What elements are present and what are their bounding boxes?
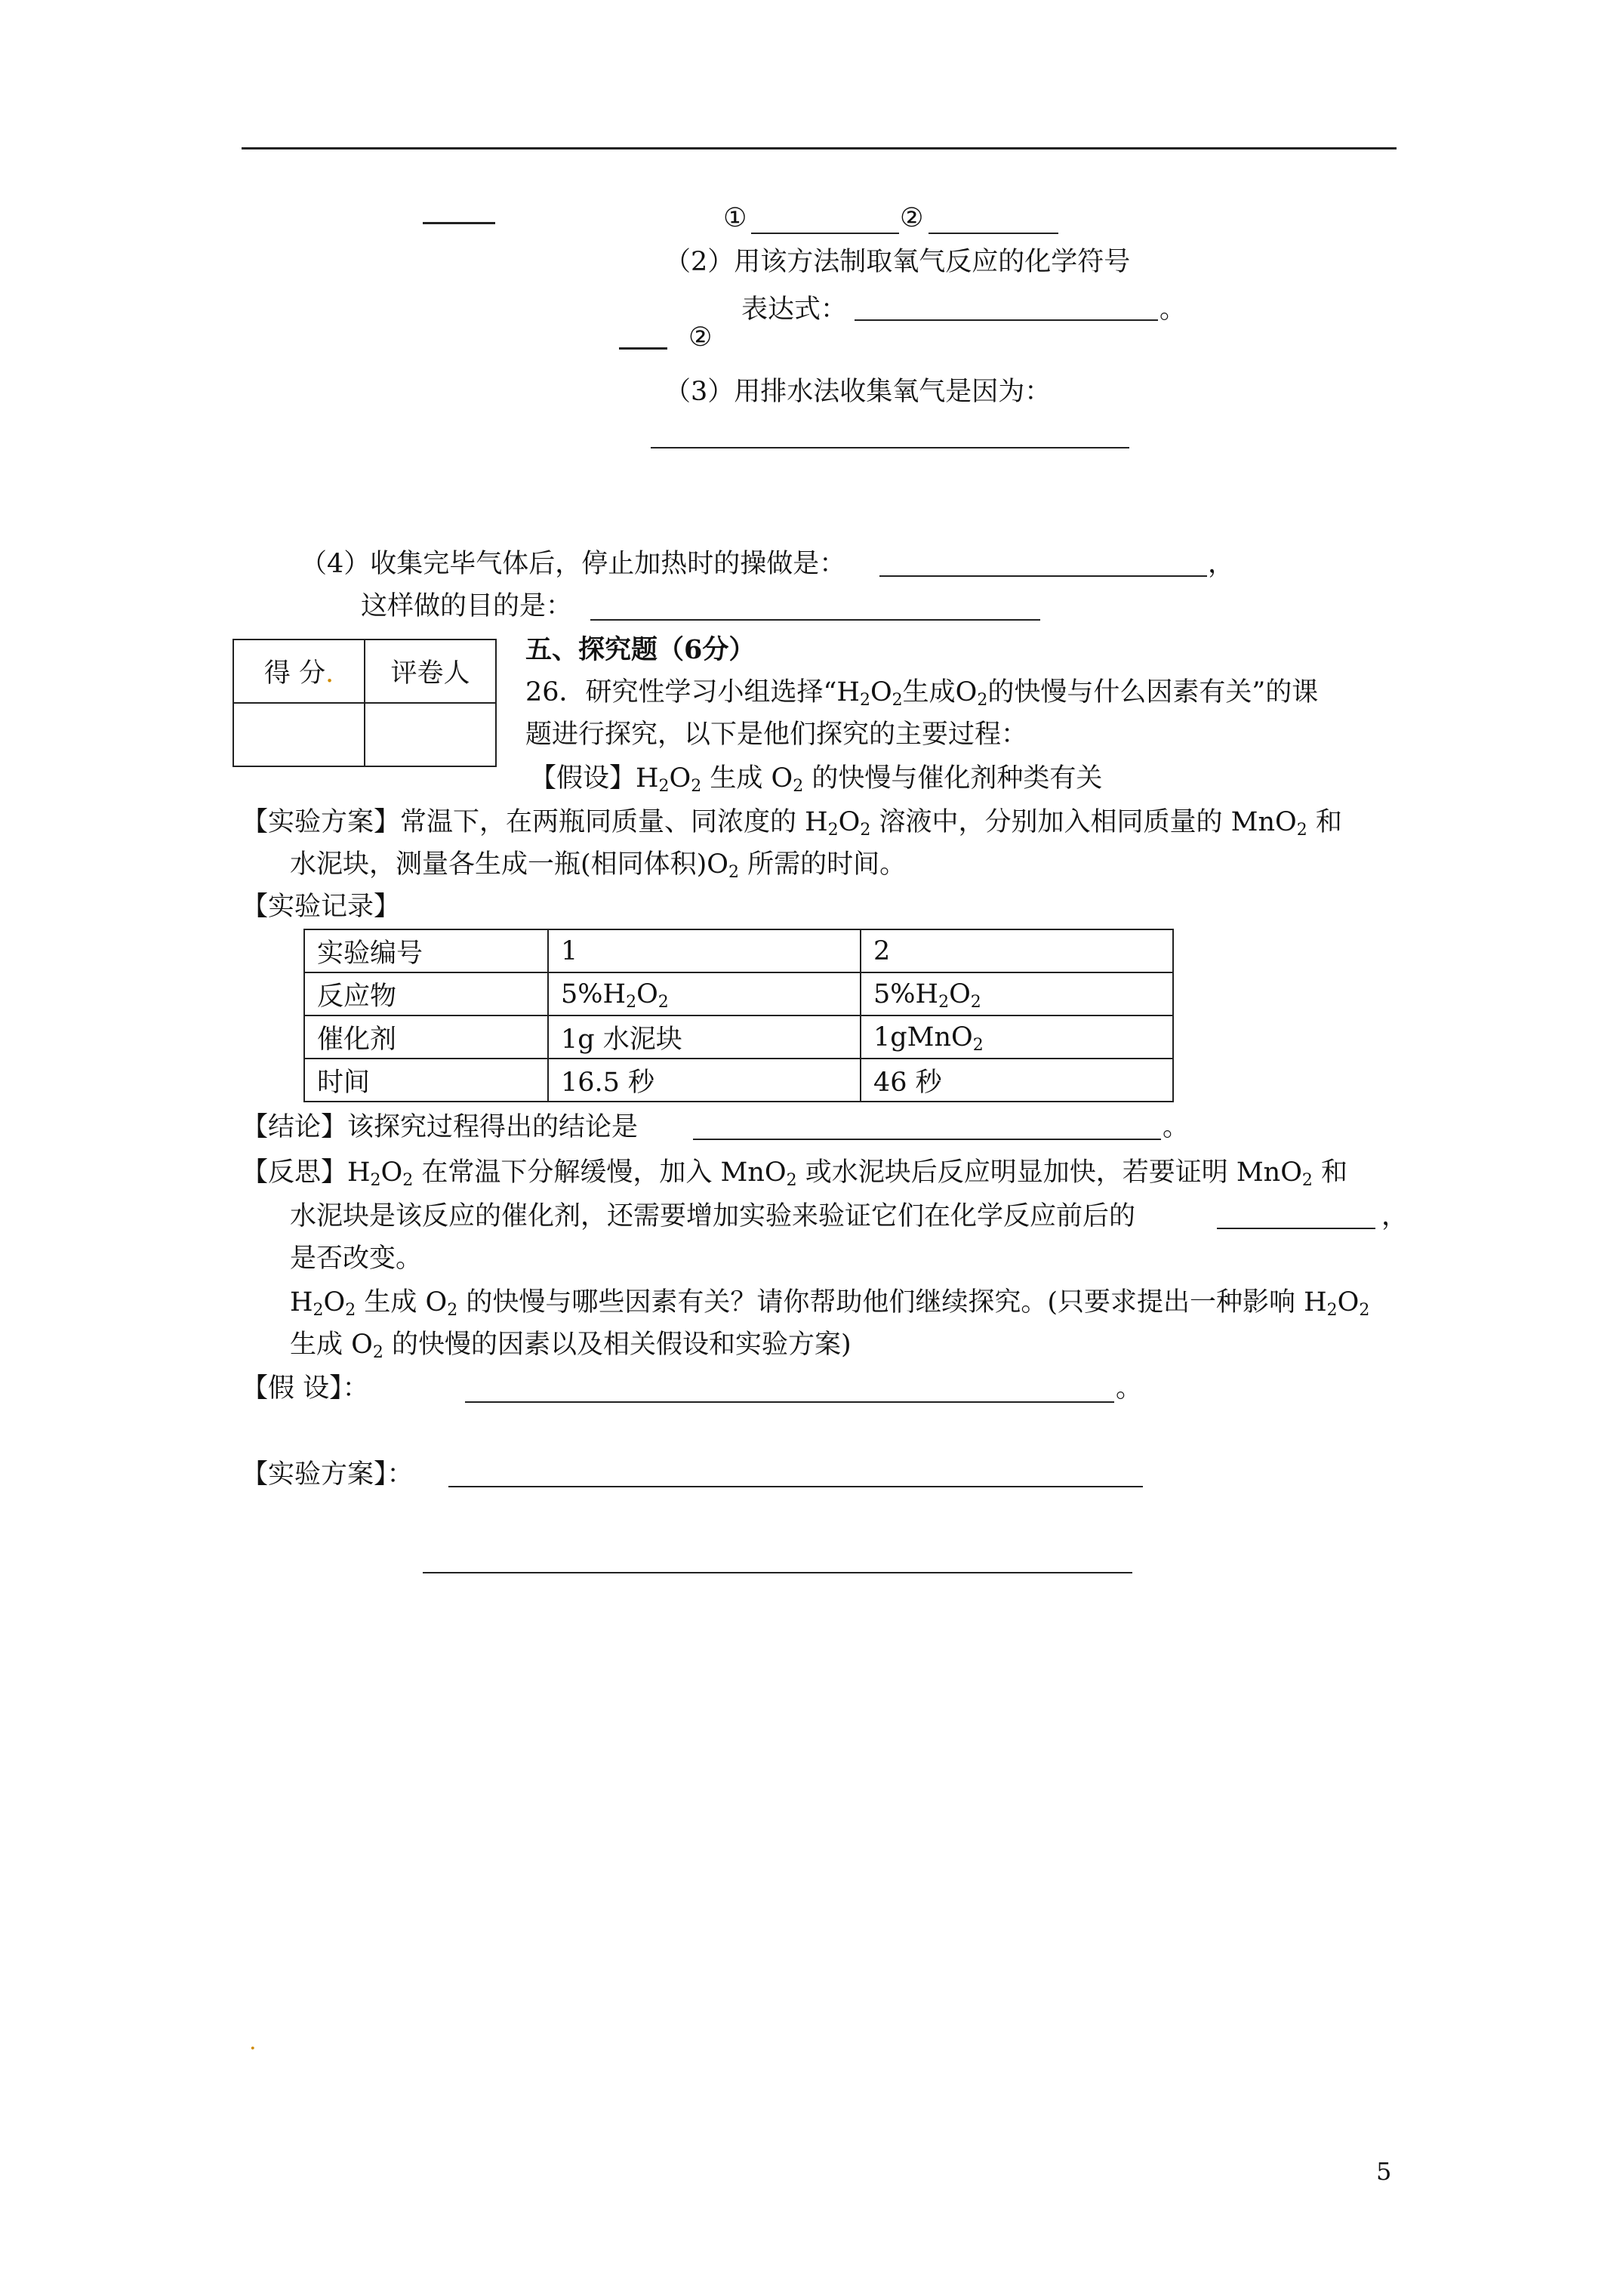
score-label-cell: [233, 639, 365, 703]
question-4-text: （4）收集完毕气体后，停止加热时的操做是：: [300, 549, 846, 579]
plan-line1: 【实验方案】常温下，在两瓶同质量、同浓度的 $H_2O_2$ 溶液中，分别加入相同质量的 MnO$_2$ 和: [242, 807, 1342, 840]
answer-blank: [929, 233, 1058, 234]
score-label: 得 分: [263, 658, 325, 689]
hypothesis-answer-end: 。: [1116, 1373, 1143, 1404]
answer-blank: [879, 575, 1207, 577]
q26-line2: 题进行探究，以下是他们探究的主要过程：: [525, 720, 1028, 750]
plan-answer-blank[interactable]: [448, 1486, 1143, 1487]
table-row: [304, 929, 1173, 972]
question-3-text: （3）用排水法收集氧气是因为：: [664, 377, 1052, 407]
hypothesis-answer-label: 【假 设】：: [242, 1373, 369, 1404]
table-cell: 46 秒: [861, 1059, 1173, 1102]
circle-number-2b: ②: [688, 322, 713, 353]
table-cell: $5\%H_2O_2$: [861, 972, 1173, 1015]
page-number: 5: [1376, 2157, 1392, 2186]
answer-blank: [751, 233, 899, 234]
question-2-text: （2）用该方法制取氧气反应的化学符号: [664, 247, 1131, 277]
table-cell: 2: [861, 929, 1173, 972]
question-4-comma: ，: [1208, 549, 1235, 579]
answer-blank: [423, 222, 495, 224]
table-row: [304, 972, 1173, 1015]
conclusion-label: 【结论】该探究过程得出的结论是: [242, 1112, 639, 1142]
answer-blank: [1217, 1228, 1375, 1229]
experiment-record-table: [303, 929, 1174, 1102]
table-cell: 实验编号: [304, 929, 548, 972]
answer-blank: [619, 347, 667, 350]
stray-dot: .: [249, 2029, 257, 2055]
answer-blank: [693, 1139, 1161, 1140]
question-4-purpose: 这样做的目的是：: [361, 591, 573, 621]
hypothesis-text: 【假设】$H_2O_2$ 生成 $O_2$ 的快慢与催化剂种类有关: [530, 763, 1103, 796]
conclusion-end: 。: [1163, 1112, 1190, 1142]
table-cell: 16.5 秒: [548, 1059, 861, 1102]
table-cell: 反应物: [304, 972, 548, 1015]
question-2-text2: 表达式：: [741, 294, 848, 325]
q26-line1: 26．研究性学习小组选择“$H_2O_2$生成$O_2$的快慢与什么因素有关”的课: [525, 677, 1319, 710]
table-row: [304, 1015, 1173, 1059]
score-box: [233, 639, 497, 767]
table-row: [304, 1059, 1173, 1102]
plan-line2: 水泥块，测量各生成一瓶(相同体积)$O_2$ 所需的时间。: [290, 849, 907, 882]
answer-blank: [855, 319, 1158, 321]
table-cell: 1gMnO$_2$: [861, 1015, 1173, 1059]
reflection-line3: 是否改变。: [290, 1244, 423, 1274]
reflection-line4: $H_2O_2$ 生成 $O_2$ 的快慢与哪些因素有关？请你帮助他们继续探究。(只要求提出一种影响 $H_2O_2$: [290, 1287, 1370, 1320]
table-cell: $5\%H_2O_2$: [548, 972, 861, 1015]
plan-answer-blank-2[interactable]: [423, 1572, 1132, 1573]
score-dot: .: [325, 658, 334, 689]
table-cell: 1g 水泥块: [548, 1015, 861, 1059]
reflection-comma: ，: [1381, 1201, 1409, 1231]
circle-number-1: ①: [723, 203, 747, 233]
section-title: 五、探究题（6分）: [525, 634, 756, 665]
plan-answer-label: 【实验方案】：: [242, 1459, 414, 1490]
circle-number-2: ②: [900, 203, 924, 233]
sentence-end: 。: [1160, 294, 1187, 325]
record-title: 【实验记录】: [242, 892, 401, 922]
table-cell: 1: [548, 929, 861, 972]
score-entry-cell[interactable]: [233, 703, 365, 766]
header-rule: [242, 147, 1397, 149]
reflection-line1: 【反思】$H_2O_2$ 在常温下分解缓慢，加入 MnO$_2$ 或水泥块后反应明显加快，若要证明 MnO$_2$ 和: [242, 1157, 1348, 1190]
hypothesis-answer-blank[interactable]: [465, 1401, 1114, 1403]
reflection-line2: 水泥块是该反应的催化剂，还需要增加实验来验证它们在化学反应前后的: [290, 1201, 1136, 1231]
answer-blank: [590, 619, 1040, 621]
table-cell: 时间: [304, 1059, 548, 1102]
table-cell: 催化剂: [304, 1015, 548, 1059]
grader-label-cell: [365, 639, 496, 703]
grader-entry-cell[interactable]: [365, 703, 496, 766]
grader-label: 评卷人: [390, 658, 470, 689]
answer-blank: [651, 447, 1129, 448]
reflection-line5: 生成 $O_2$ 的快慢的因素以及相关假设和实验方案): [290, 1330, 852, 1362]
